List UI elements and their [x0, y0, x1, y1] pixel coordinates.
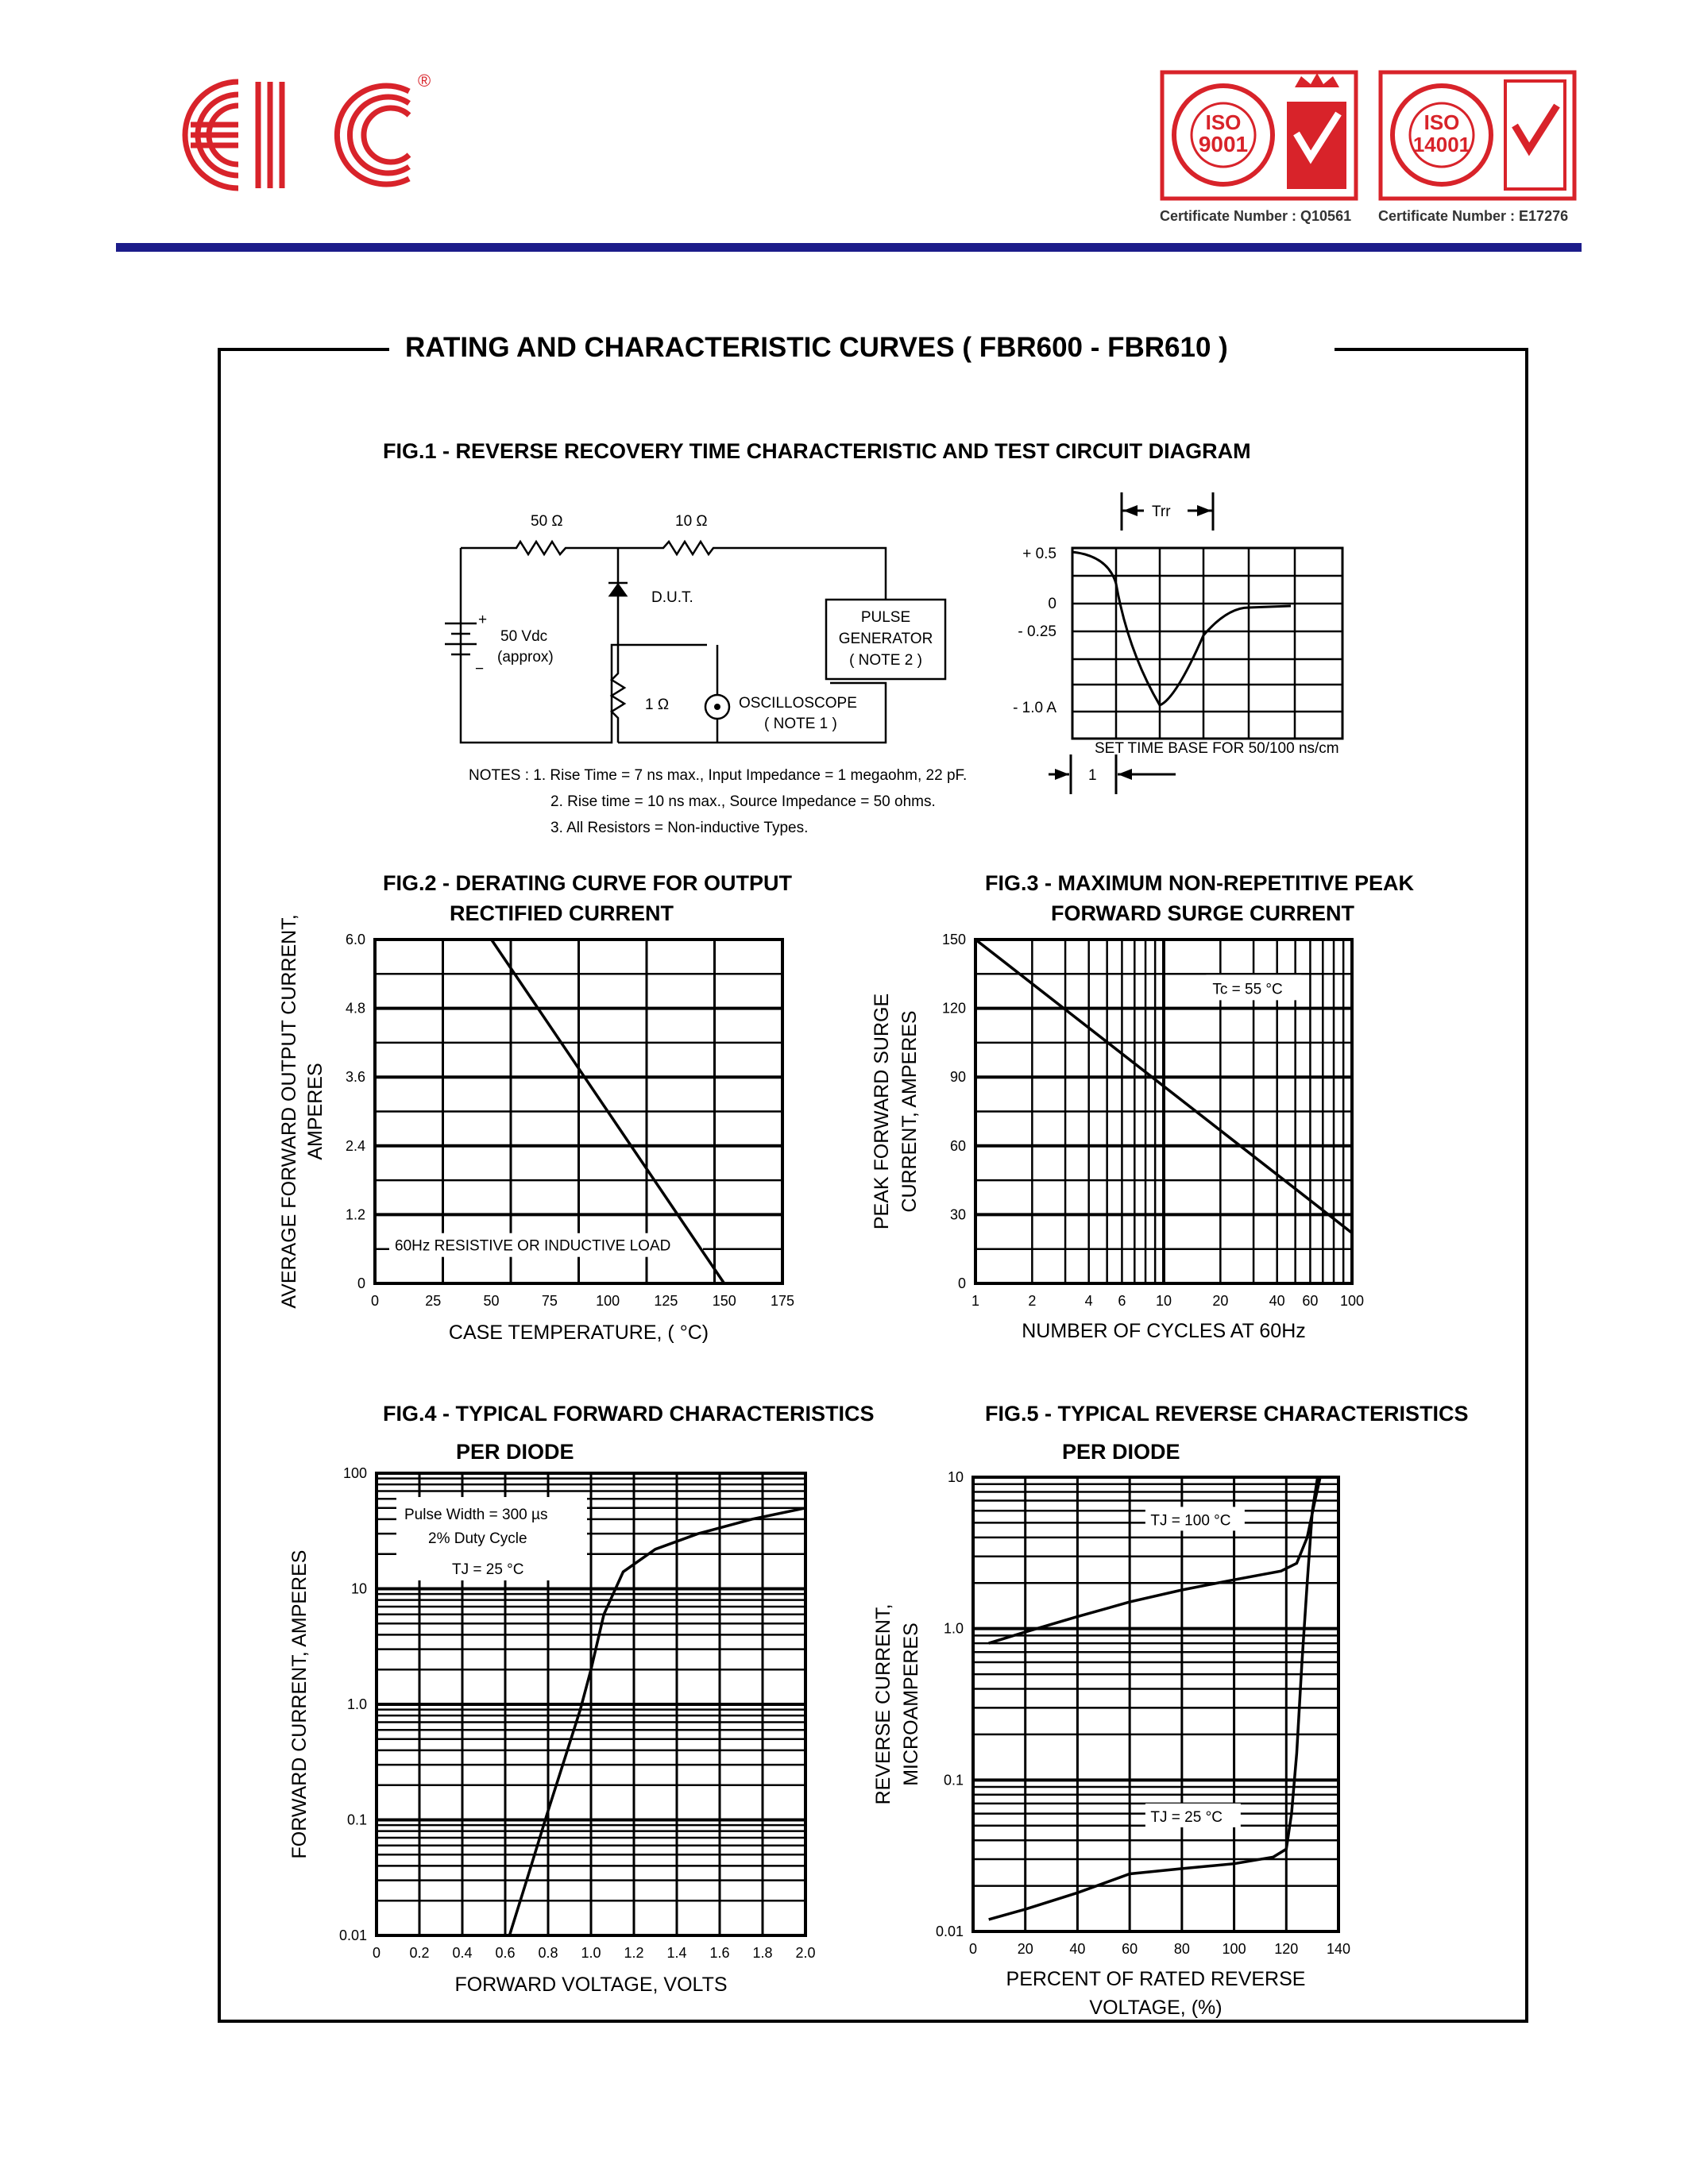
svg-text:NOTES : 1. Rise Time = 7 ns m: NOTES : 1. Rise Time = 7 ns max., Input Impedance = 1 megaohm, 22 pF. [469, 767, 968, 784]
svg-text:50 Ω: 50 Ω [531, 513, 563, 530]
fig4-y-tick-label: 1.0 [346, 1696, 367, 1712]
svg-text:1 Ω: 1 Ω [645, 696, 670, 713]
fig3-y-tick-label: 120 [941, 1000, 966, 1017]
fig5-x-axis-label-1: PERCENT OF RATED REVERSE [1006, 1968, 1306, 1990]
svg-text:0: 0 [1048, 596, 1056, 612]
svg-text:(approx): (approx) [497, 649, 554, 666]
svg-text:®: ® [418, 71, 431, 91]
svg-text:+: + [478, 612, 488, 628]
fig4-annotation-1: Pulse Width = 300 µs [404, 1507, 548, 1523]
fig3-annotation: Tc = 55 °C [1212, 981, 1283, 998]
fig4-title-line1: FIG.4 - TYPICAL FORWARD CHARACTERISTICS [383, 1402, 875, 1426]
fig5-annotation-2: TJ = 25 °C [1150, 1808, 1223, 1826]
fig5-y-axis-label-2: MICROAMPERES [900, 1623, 922, 1786]
fig5-x-axis-label-2: VOLTAGE, (%) [1089, 1997, 1223, 2019]
fig5-series-1 [989, 1477, 1318, 1920]
fig2-annotation: 60Hz RESISTIVE OR INDUCTIVE LOAD [395, 1237, 671, 1255]
fig4-x-tick-label: 2.0 [795, 1945, 816, 1961]
fig3-x-tick-label: 10 [1155, 1293, 1172, 1309]
fig2-y-tick-label: 0 [357, 1275, 365, 1291]
fig4-x-tick-label: 1.2 [624, 1945, 644, 1961]
fig4-x-tick-label: 0.4 [452, 1945, 473, 1961]
fig4-x-tick-label: 0 [372, 1945, 381, 1961]
fig5-x-tick-label: 80 [1173, 1941, 1190, 1957]
fig2-title-line2: RECTIFIED CURRENT [450, 901, 674, 925]
fig3-title-line2: FORWARD SURGE CURRENT [1051, 901, 1355, 925]
svg-text:ISO: ISO [1205, 110, 1242, 134]
fig5-x-tick-label: 100 [1222, 1941, 1246, 1957]
fig5-x-tick-label: 40 [1069, 1941, 1086, 1957]
fig5-x-tick-label: 20 [1017, 1941, 1033, 1957]
fig2-x-tick-label: 25 [425, 1293, 442, 1309]
fig2-x-tick-label: 0 [370, 1293, 380, 1309]
fig2-title-line1: FIG.2 - DERATING CURVE FOR OUTPUT [383, 871, 793, 895]
fig2-x-tick-label: 100 [596, 1293, 620, 1309]
fig4-y-axis-label: FORWARD CURRENT, AMPERES [288, 1549, 311, 1859]
fig3-x-tick-label: 20 [1212, 1293, 1229, 1309]
fig5-y-tick-label: 0.1 [943, 1772, 964, 1788]
fig4-title-line2: PER DIODE [456, 1440, 574, 1464]
fig3-x-tick-label: 60 [1302, 1293, 1319, 1309]
fig2-y-axis-label-1: AVERAGE FORWARD OUTPUT CURRENT, [278, 914, 300, 1309]
svg-text:50 Vdc: 50 Vdc [500, 628, 548, 645]
svg-text:- 1.0 A: - 1.0 A [1013, 700, 1056, 716]
svg-text:3. All Resistors = Non-inducti: 3. All Resistors = Non-inductive Types. [550, 820, 809, 836]
fig5-x-tick-label: 60 [1122, 1941, 1138, 1957]
svg-text:PULSE: PULSE [860, 609, 911, 626]
fig3-x-tick-label: 100 [1339, 1293, 1365, 1309]
fig2-y-tick-label: 1.2 [345, 1206, 365, 1223]
fig5-title-line1: FIG.5 - TYPICAL REVERSE CHARACTERISTICS [985, 1402, 1469, 1426]
svg-text:D.U.T.: D.U.T. [651, 589, 693, 606]
fig3-title-line1: FIG.3 - MAXIMUM NON-REPETITIVE PEAK [985, 871, 1415, 895]
fig2-x-tick-label: 75 [541, 1293, 558, 1309]
svg-text:1: 1 [1088, 767, 1097, 784]
fig5-annotation-1: TJ = 100 °C [1150, 1512, 1231, 1530]
fig5-x-tick-label: 140 [1326, 1941, 1351, 1957]
fig4-x-axis-label: FORWARD VOLTAGE, VOLTS [454, 1974, 728, 1996]
fig4-x-tick-label: 1.8 [752, 1945, 773, 1961]
svg-text:SET TIME BASE FOR 50/100 ns/c: SET TIME BASE FOR 50/100 ns/cm [1095, 740, 1339, 757]
fig4-annotation-3: TJ = 25 °C [452, 1561, 524, 1578]
fig3-x-tick-label: 4 [1084, 1293, 1093, 1309]
svg-text:( NOTE 1 ): ( NOTE 1 ) [764, 716, 837, 732]
fig3-x-tick-label: 2 [1028, 1293, 1037, 1309]
fig3-y-tick-label: 30 [949, 1206, 966, 1223]
cert-number-2: Certificate Number : E17276 [1378, 208, 1569, 224]
svg-text:+ 0.5: + 0.5 [1022, 546, 1056, 562]
fig4-y-tick-label: 0.1 [346, 1812, 367, 1828]
fig3-x-tick-label: 40 [1269, 1293, 1285, 1309]
fig2-y-tick-label: 2.4 [345, 1137, 365, 1154]
fig4-y-tick-label: 100 [342, 1465, 367, 1481]
fig4-x-tick-label: 1.4 [666, 1945, 687, 1961]
fig4-x-tick-label: 1.6 [709, 1945, 730, 1961]
svg-text:−: − [475, 661, 485, 677]
fig4-x-tick-label: 0.6 [495, 1945, 516, 1961]
fig4-annotation-2: 2% Duty Cycle [428, 1530, 527, 1547]
svg-text:OSCILLOSCOPE: OSCILLOSCOPE [739, 695, 857, 712]
svg-text:- 0.25: - 0.25 [1018, 623, 1056, 640]
fig2-x-tick-label: 175 [770, 1293, 795, 1309]
fig3-x-tick-label: 1 [971, 1293, 980, 1309]
fig4-y-tick-label: 10 [350, 1580, 367, 1597]
svg-text:ISO: ISO [1423, 110, 1460, 134]
fig2-x-tick-label: 150 [712, 1293, 736, 1309]
page-title: RATING AND CHARACTERISTIC CURVES ( FBR600 - FBR610 ) [405, 332, 1228, 363]
svg-text:( NOTE 2 ): ( NOTE 2 ) [849, 652, 922, 669]
fig2-y-tick-label: 3.6 [345, 1069, 365, 1086]
fig3-y-tick-label: 0 [957, 1275, 966, 1291]
fig3-y-axis-label-1: PEAK FORWARD SURGE [871, 993, 893, 1230]
fig5-series-0 [989, 1477, 1320, 1643]
svg-text:2. Rise time = 10 ns max., Sou: 2. Rise time = 10 ns max., Source Impedance = 50 ohms. [550, 793, 936, 810]
fig2-x-tick-label: 50 [483, 1293, 500, 1309]
fig2-y-tick-label: 6.0 [345, 932, 365, 947]
fig3-x-axis-label: NUMBER OF CYCLES AT 60Hz [1022, 1320, 1306, 1342]
svg-text:Trr: Trr [1152, 504, 1171, 520]
fig5-title-line2: PER DIODE [1062, 1440, 1180, 1464]
svg-text:14001: 14001 [1412, 133, 1471, 156]
fig3-y-axis-label-2: CURRENT, AMPERES [898, 1010, 921, 1213]
fig2-x-axis-label: CASE TEMPERATURE, ( °C) [448, 1322, 709, 1344]
fig5-y-tick-label: 10 [947, 1469, 964, 1485]
fig4-x-tick-label: 0.8 [538, 1945, 558, 1961]
fig5-y-tick-label: 0.01 [935, 1924, 964, 1939]
fig4-x-tick-label: 0.2 [409, 1945, 430, 1961]
svg-text:GENERATOR: GENERATOR [838, 631, 933, 647]
fig1-title: FIG.1 - REVERSE RECOVERY TIME CHARACTERISTIC AND TEST CIRCUIT DIAGRAM [383, 439, 1251, 463]
fig2-x-tick-label: 125 [654, 1293, 678, 1309]
fig3-y-tick-label: 90 [949, 1069, 966, 1086]
fig2-y-tick-label: 4.8 [345, 1000, 365, 1017]
fig2-y-axis-label-2: AMPERES [304, 1063, 326, 1160]
fig3-x-tick-label: 6 [1118, 1293, 1126, 1309]
fig5-plot-area [973, 1477, 1338, 1931]
fig3-y-tick-label: 60 [949, 1137, 966, 1154]
svg-text:9001: 9001 [1198, 132, 1249, 156]
fig5-x-tick-label: 120 [1274, 1941, 1299, 1957]
fig3-y-tick-label: 150 [941, 932, 966, 947]
fig5-y-axis-label-1: REVERSE CURRENT, [872, 1603, 894, 1805]
cert-number-1: Certificate Number : Q10561 [1160, 208, 1352, 224]
fig5-x-tick-label: 0 [968, 1941, 978, 1957]
fig4-y-tick-label: 0.01 [338, 1927, 367, 1943]
svg-text:10 Ω: 10 Ω [675, 513, 708, 530]
fig4-x-tick-label: 1.0 [581, 1945, 601, 1961]
fig5-y-tick-label: 1.0 [943, 1620, 964, 1637]
